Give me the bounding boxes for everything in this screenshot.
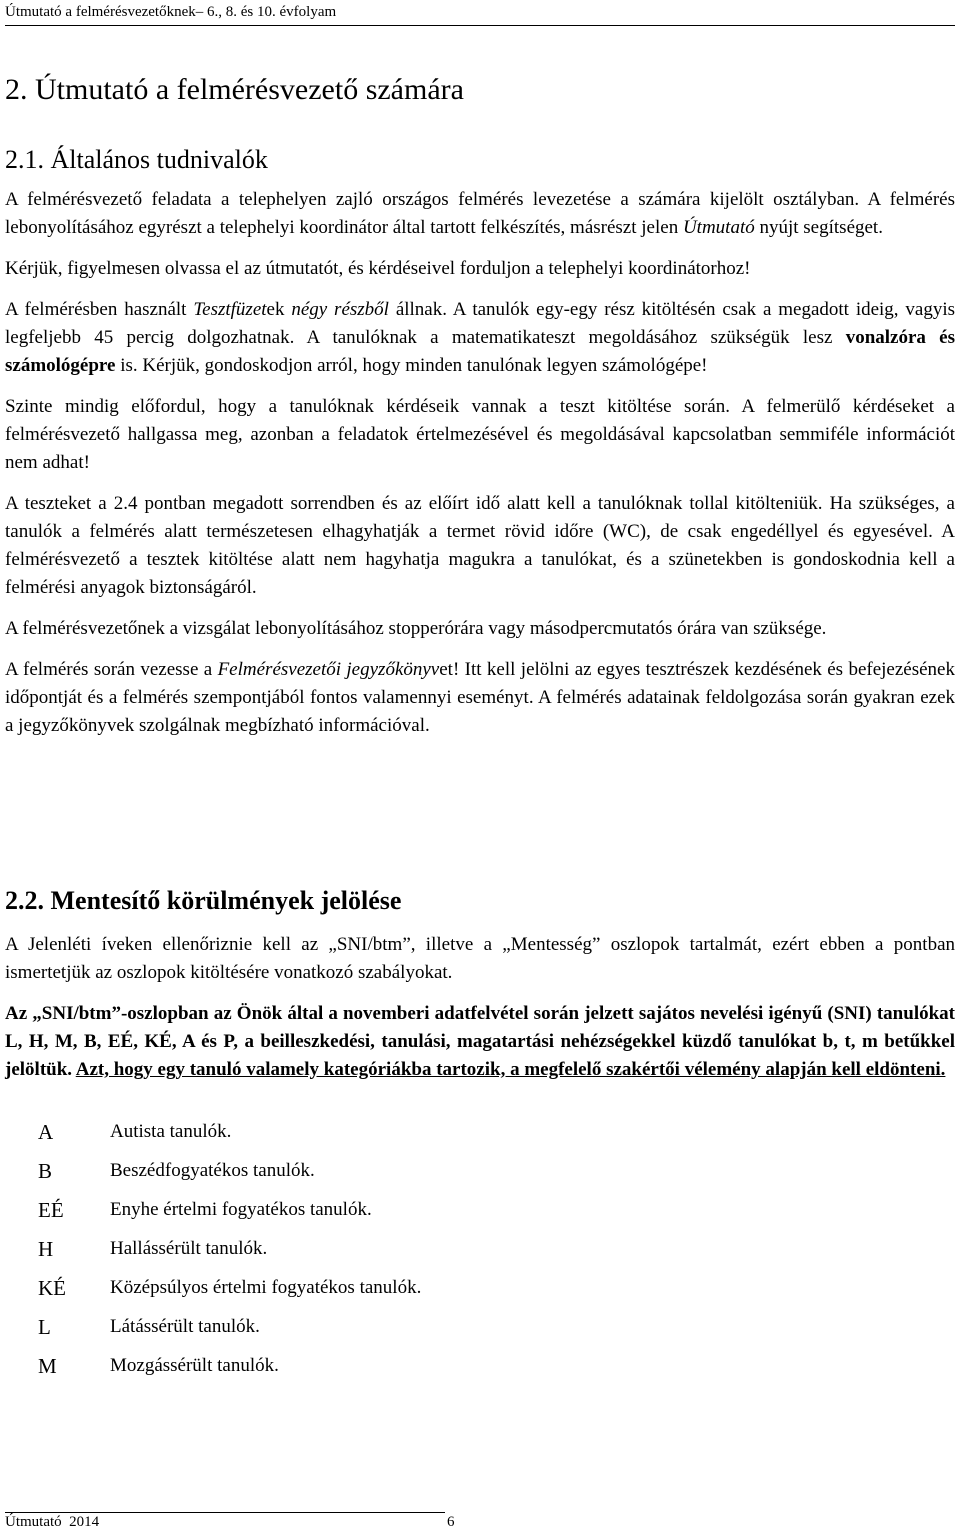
category-code-item [38, 1234, 421, 1273]
header-divider [5, 25, 955, 26]
page-number: 6 [447, 1514, 455, 1530]
category-description: Középsúlyos értelmi fogyatékos tanulók. [110, 1277, 422, 1298]
category-code-item [38, 1117, 421, 1156]
paragraph-intro: A felmérésvezető feladata a telephelyen zajló országos felmérés levezetése a számára kijelölt osztályban. A felmérés lebonyolításához egyrészt a telephelyi koordinátor által tartott felkészítés, másrészt jelen Útmutató nyújt segítséget. [5, 189, 955, 238]
category-code: L [38, 1315, 51, 1339]
category-code-item [38, 1195, 421, 1234]
category-code-list [38, 1117, 421, 1390]
category-description: Látássérült tanulók. [110, 1316, 260, 1337]
running-header: Útmutató a felmérésvezetőknek– 6., 8. és 10. évfolyam [5, 4, 337, 20]
exemptions-body [5, 931, 955, 1097]
paragraph-test-order: A teszteket a 2.4 pontban megadott sorrendben és az előírt idő alatt kell a tanulóknak tollal kitölteniük. Ha szükséges, a tanulók a felmérés alatt természetesen elhagyhatják a termet rövid időre (WC), de csak engedéllyel és egyesével. A felmérésvezető a tesztek kitöltése alatt nem hagyhatja magukra a tanulókat, és a szünetekben is gondoskodnia kell a felmérési anyagok biztonságáról. [5, 493, 955, 598]
paragraph-attendance-sheets: A Jelenléti íveken ellenőriznie kell az „SNI/btm”, illetve a „Mentesség” oszlopok tartalmát, ezért ebben a pontban ismertetjük az oszlopok kitöltésére vonatkozó szabályokat. [5, 934, 955, 983]
category-code: B [38, 1159, 53, 1183]
category-code: A [38, 1120, 54, 1144]
general-info-body [5, 186, 955, 753]
category-code-item [38, 1156, 421, 1195]
category-code-item [38, 1312, 421, 1351]
category-description: Autista tanulók. [110, 1121, 232, 1142]
category-code: H [38, 1237, 54, 1261]
category-description: Enyhe értelmi fogyatékos tanulók. [110, 1199, 372, 1220]
category-code-item [38, 1351, 421, 1390]
paragraph-request: Kérjük, figyelmesen olvassa el az útmutatót, és kérdéseivel forduljon a telephelyi koordinátorhoz! [5, 258, 751, 279]
category-description: Hallássérült tanulók. [110, 1238, 268, 1259]
category-code-item [38, 1273, 421, 1312]
paragraph-test-booklets: A felmérésben használt Tesztfüzetek négy részből állnak. A tanulók egy-egy rész kitöltésén csak a megadott ideig, vagyis legfeljebb 45 percig dolgozhatnak. A tanulóknak a matematikateszt megoldásához szükségük lesz vonalzóra és számológépre is. Kérjük, gondoskodjon arról, hogy minden tanulónak legyen számológépe! [5, 299, 956, 376]
category-description: Mozgássérült tanulók. [110, 1355, 279, 1376]
category-code: KÉ [38, 1276, 66, 1300]
subsection-title-exemptions: 2.2. Mentesítő körülmények jelölése [5, 886, 402, 915]
paragraph-stopwatch: A felmérésvezetőnek a vizsgálat lebonyolításához stopperórára vagy másodpercmutatós órára van szüksége. [5, 618, 827, 639]
paragraph-sni-column: Az „SNI/btm”-oszlopban az Önök által a novemberi adatfelvétel során jelzett sajátos nevelési igényű (SNI) tanulókat L, H, M, B, EÉ, KÉ, A és P, a beilleszkedési, tanulási, magatartási nehézségekkel küzdő tanulókat b, t, m betűkkel jelöltük. Azt, hogy egy tanuló valamely kategóriákba tartozik, a megfelelő szakértői vélemény alapján kell eldönteni. [5, 1003, 955, 1080]
paragraph-questions: Szinte mindig előfordul, hogy a tanulóknak kérdéseik vannak a teszt kitöltése során. A felmerülő kérdéseket a felmérésvezető hallgassa meg, azonban a feladatok értelmezésével és megoldásával kapcsolatban semmiféle információt nem adhat! [5, 396, 955, 473]
paragraph-protocol: A felmérés során vezesse a Felmérésvezetői jegyzőkönyvet! Itt kell jelölni az egyes tesztrészek kezdésének és befejezésének időpontját és a felmérés szempontjából fontos valamennyi eseményt. A felmérés adatainak feldolgozása során gyakran ezek a jegyzőkönyvek szolgálnak megbízható információval. [5, 659, 955, 736]
section-title: 2. Útmutató a felmérésvezető számára [5, 73, 464, 106]
category-code: EÉ [38, 1198, 64, 1222]
category-description: Beszédfogyatékos tanulók. [110, 1160, 315, 1181]
category-code: M [38, 1354, 57, 1378]
footer-label: Útmutató 2014 [5, 1514, 100, 1530]
subsection-title-general: 2.1. Általános tudnivalók [5, 145, 268, 174]
